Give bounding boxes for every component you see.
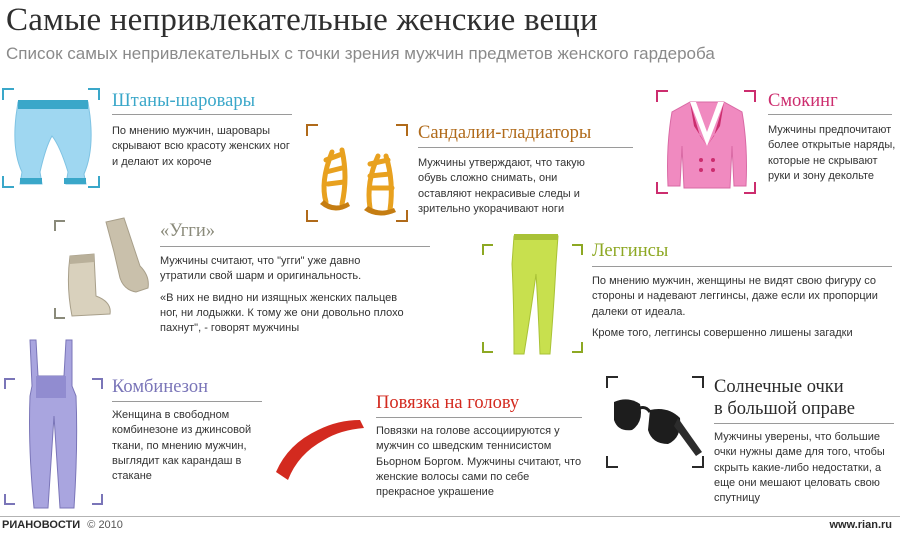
paragraph: Мужчины утверждают, что такую обувь сложно снимать, они оставляют некрасивые следы и зрительно укорачивают ноги [418, 157, 585, 215]
item-description [714, 430, 894, 512]
item-uggi [50, 214, 440, 344]
frame-corner-icon [482, 342, 493, 353]
footer-url[interactable]: www.rian.ru [829, 519, 892, 531]
paragraph: По мнению мужчин, женщины не видят свою фигуру со стороны и надевают леггинсы, даже если их пропорции далеки от идеала. [592, 275, 878, 318]
item-title: Сандалии-гладиаторы [418, 123, 592, 143]
frame-corner-icon [482, 244, 493, 255]
paragraph: Женщина в свободном комбинезоне из джинсовой ткани, по мнению мужчин, выглядит как карандаш в стакане [112, 409, 252, 483]
divider [160, 246, 430, 247]
headband-icon [268, 414, 368, 484]
divider [112, 401, 262, 402]
paragraph: «В них не видно ни изящных женских пальцев ног, ни лодыжки. К тому же они довольно плохо пахнут", - говорят мужчины [160, 291, 404, 335]
paragraph: Мужчины уверены, что большие очки нужны даме для того, чтобы скрыть какие-либо недостатки, а еще они мешают целовать свою спутницу [714, 431, 885, 505]
item-title: Леггинсы [592, 241, 669, 261]
item-leggins [478, 234, 900, 364]
gladiator-sandals-icon [312, 132, 407, 217]
divider [592, 266, 892, 267]
item-description [112, 124, 292, 176]
overalls-icon [14, 336, 94, 512]
item-title: Смокинг [768, 91, 838, 111]
ugg-boots-icon [64, 216, 154, 321]
item-title: Комбинезон [112, 377, 209, 397]
item-sharovary [0, 84, 300, 204]
item-povyazka [262, 386, 592, 514]
item-ochki [600, 370, 900, 514]
leggings-icon [500, 234, 570, 359]
divider [418, 147, 633, 148]
item-description [376, 424, 586, 506]
item-title: Солнечные очки [714, 377, 844, 397]
frame-corner-icon [606, 376, 618, 388]
copyright: © 2010 [87, 519, 123, 531]
item-description [592, 274, 882, 347]
item-kombinezon [0, 336, 270, 514]
item-description [418, 156, 608, 223]
paragraph: Мужчины предпочитают более открытые наряды, которые не скрывают руки и зону декольте [768, 124, 896, 182]
frame-corner-icon [572, 342, 583, 353]
paragraph: Повязки на голове ассоциируются у мужчин со шведским теннисистом Бьорном Боргом. Мужчины считают, что женские волосы сами по себе прекрасное украшение [376, 425, 582, 499]
item-title: Штаны-шаровары [112, 91, 256, 111]
footer-brand [2, 519, 123, 531]
brand-ria: РИА [2, 519, 26, 531]
frame-corner-icon [692, 376, 704, 388]
frame-corner-icon [572, 244, 583, 255]
paragraph: Кроме того, леггинсы совершенно лишены загадки [592, 326, 853, 339]
item-title: в большой оправе [714, 399, 855, 419]
divider [112, 114, 292, 115]
item-title: Повязка на голову [376, 393, 520, 413]
item-description [112, 408, 262, 490]
divider [768, 114, 892, 115]
divider [376, 417, 582, 418]
page-title: Самые непривлекательные женские вещи [6, 2, 598, 38]
item-title: «Угги» [160, 221, 216, 241]
item-description [768, 123, 896, 190]
item-description [160, 254, 408, 342]
paragraph: По мнению мужчин, шаровары скрывают всю красоту женских ног и делают их короче [112, 125, 290, 168]
item-smoking [650, 86, 900, 206]
harem-pants-icon [10, 96, 95, 186]
divider [714, 423, 894, 424]
brand-novosti: НОВОСТИ [25, 519, 81, 531]
footer-divider [0, 516, 900, 517]
page-subtitle: Список самых непривлекательных с точки зрения мужчин предметов женского гардероба [6, 44, 715, 63]
tuxedo-jacket-icon [664, 96, 750, 192]
sunglasses-icon [610, 392, 710, 464]
paragraph: Мужчины считают, что "угги" уже давно утратили свой шарм и оригинальность. [160, 255, 362, 283]
